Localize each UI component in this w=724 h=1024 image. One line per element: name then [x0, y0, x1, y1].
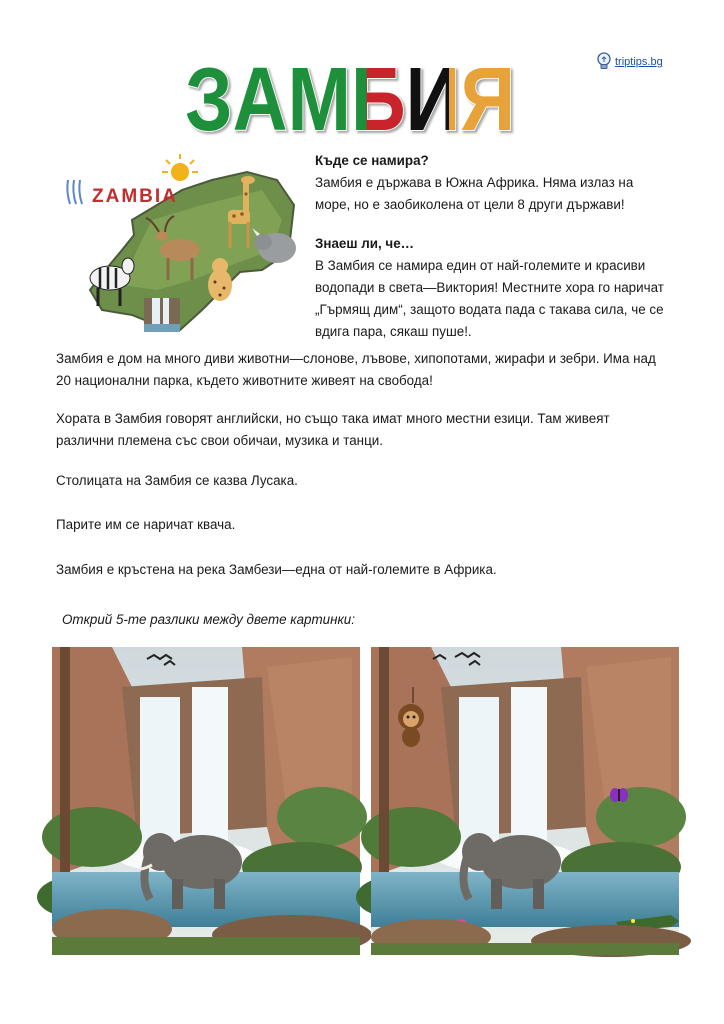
animals-paragraph: Замбия е дом на много диви животни—слонове, лъвове, хипопотами, жирафи и зебри. Има над 20 национални парка, където животните живеят на свобода!: [56, 351, 656, 388]
page-title: [180, 50, 520, 150]
triptips-logo[interactable]: [596, 52, 663, 72]
did-you-know-section: [315, 233, 670, 343]
puzzle-instruction: Открий 5-те разлики между двете картинки:: [62, 612, 355, 627]
logo-link[interactable]: triptips.bg: [615, 56, 663, 68]
sun-icon: [162, 154, 198, 181]
zambia-map-illustration: [62, 150, 307, 345]
title-text: ЗАМБИЯ: [185, 50, 515, 150]
where-text: Замбия е държава в Южна Африка. Няма излаз на море, но е заобиколена от цели 8 други държави!: [315, 175, 634, 212]
lightbulb-icon: [596, 52, 612, 72]
zambia-label: ZAMBIA: [92, 186, 178, 207]
where-section: [315, 150, 670, 216]
river-paragraph: Замбия е кръстена на река Замбези—една от най-големите в Африка.: [56, 562, 497, 577]
currency-paragraph: Парите им се наричат квача.: [56, 517, 236, 532]
puzzle-image-left: [52, 647, 360, 955]
capital-paragraph: Столицата на Замбия се казва Лусака.: [56, 473, 298, 488]
waterfall-swirl-icon: [67, 180, 82, 204]
where-heading: Къде се намира?: [315, 153, 429, 168]
did-you-know-text: В Замбия се намира един от най-големите и красиви водопади в света—Виктория! Местните хора го наричат „Гърмящ дим“, защото водата пада с такава сила, че се вдига пара, сякаш пуше!.: [315, 258, 664, 339]
puzzle-image-right: [371, 647, 679, 955]
butterfly-icon: [610, 788, 628, 802]
waterfall-thumbnail: [144, 298, 180, 332]
languages-paragraph: Хората в Замбия говорят английски, но също така имат много местни езици. Там живеят различни племена със свои обичаи, музика и танци.: [56, 411, 610, 448]
did-you-know-heading: Знаеш ли, че…: [315, 236, 415, 251]
